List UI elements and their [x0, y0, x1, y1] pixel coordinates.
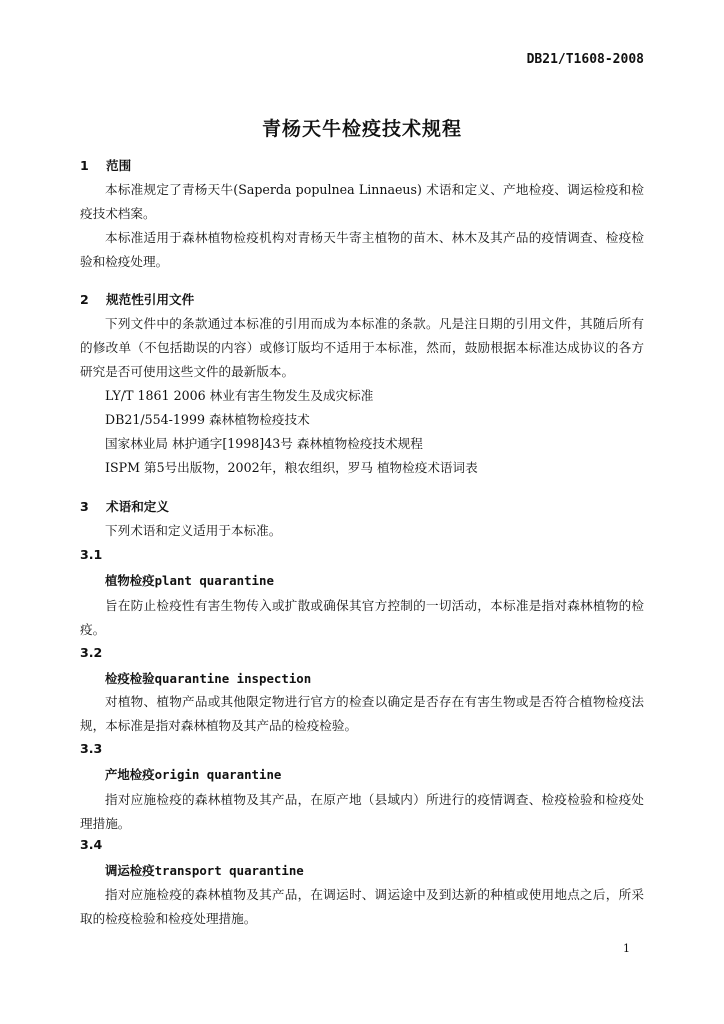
term-chinese: 植物检疫 — [105, 573, 155, 588]
term-english: origin quarantine — [154, 767, 282, 782]
reference-item: 国家林业局 林护通字[1998]43号 森林植物检疫技术规程 — [105, 436, 423, 451]
page-number: 1 — [623, 942, 630, 955]
term-definition: 指对应施检疫的森林植物及其产品，在原产地（县域内）所进行的疫情调查、检疫检验和检疫处理措施。 — [80, 792, 644, 831]
reference-item: DB21/554-1999 森林植物检疫技术 — [105, 412, 310, 427]
document-code: DB21/T1608-2008 — [526, 52, 644, 67]
term-heading — [80, 571, 669, 589]
term-definition: 对植物、植物产品或其他限定物进行官方的检查以确定是否存在有害生物或是否符合植物检疫法规，本标准是指对森林植物及其产品的检疫检验。 — [80, 694, 644, 733]
document-title: 青杨天牛检疫技术规程 — [261, 118, 462, 140]
section-title: 范围 — [106, 158, 132, 173]
term-number: 3.3 — [80, 741, 103, 756]
term-heading — [80, 669, 669, 687]
scope-paragraph-1: 本标准规定了青杨天牛(Saperda populnea Linnaeus) 术语和定义、产地检疫、调运检疫和检疫技术档案。 — [80, 182, 644, 221]
term-chinese: 产地检疫 — [105, 767, 155, 782]
section-number: 2 — [80, 292, 89, 307]
scope-paragraph-2: 本标准适用于森林植物检疫机构对青杨天牛寄主植物的苗木、林木及其产品的疫情调查、检疫检验和检疫处理。 — [80, 230, 644, 269]
term-chinese: 调运检疫 — [105, 863, 155, 878]
section-heading-terms — [80, 496, 644, 515]
term-english: quarantine inspection — [154, 671, 312, 686]
term-heading — [80, 861, 669, 879]
section-number: 1 — [80, 158, 89, 173]
term-definition: 指对应施检疫的森林植物及其产品，在调运时、调运途中及到达新的种植或使用地点之后，所采取的检疫检验和检疫处理措施。 — [80, 887, 644, 926]
section-title: 规范性引用文件 — [106, 292, 195, 307]
references-intro-paragraph: 下列文件中的条款通过本标准的引用而成为本标准的条款。凡是注日期的引用文件，其随后所有的修改单（不包括勘误的内容）或修订版均不适用于本标准，然而，鼓励根据本标准达成协议的各方研究是否可使用这些文件的最新版本。 — [80, 316, 644, 379]
section-heading-scope — [80, 155, 644, 174]
section-number: 3 — [80, 499, 89, 514]
terms-intro-paragraph: 下列术语和定义适用于本标准。 — [105, 523, 282, 538]
term-number: 3.2 — [80, 645, 103, 660]
term-number: 3.1 — [80, 547, 103, 562]
section-title: 术语和定义 — [106, 499, 169, 514]
reference-item: LY/T 1861 2006 林业有害生物发生及成灾标准 — [105, 388, 374, 403]
term-chinese: 检疫检验 — [105, 671, 155, 686]
term-english: plant quarantine — [154, 573, 274, 588]
term-english: transport quarantine — [154, 863, 304, 878]
reference-item: ISPM 第5号出版物，2002年，粮农组织，罗马 植物检疫术语词表 — [105, 460, 478, 475]
term-heading — [80, 765, 669, 783]
term-definition: 旨在防止检疫性有害生物传入或扩散或确保其官方控制的一切活动，本标准是指对森林植物的检疫。 — [80, 598, 644, 637]
section-heading-normative-references — [80, 289, 644, 308]
term-number: 3.4 — [80, 837, 103, 852]
